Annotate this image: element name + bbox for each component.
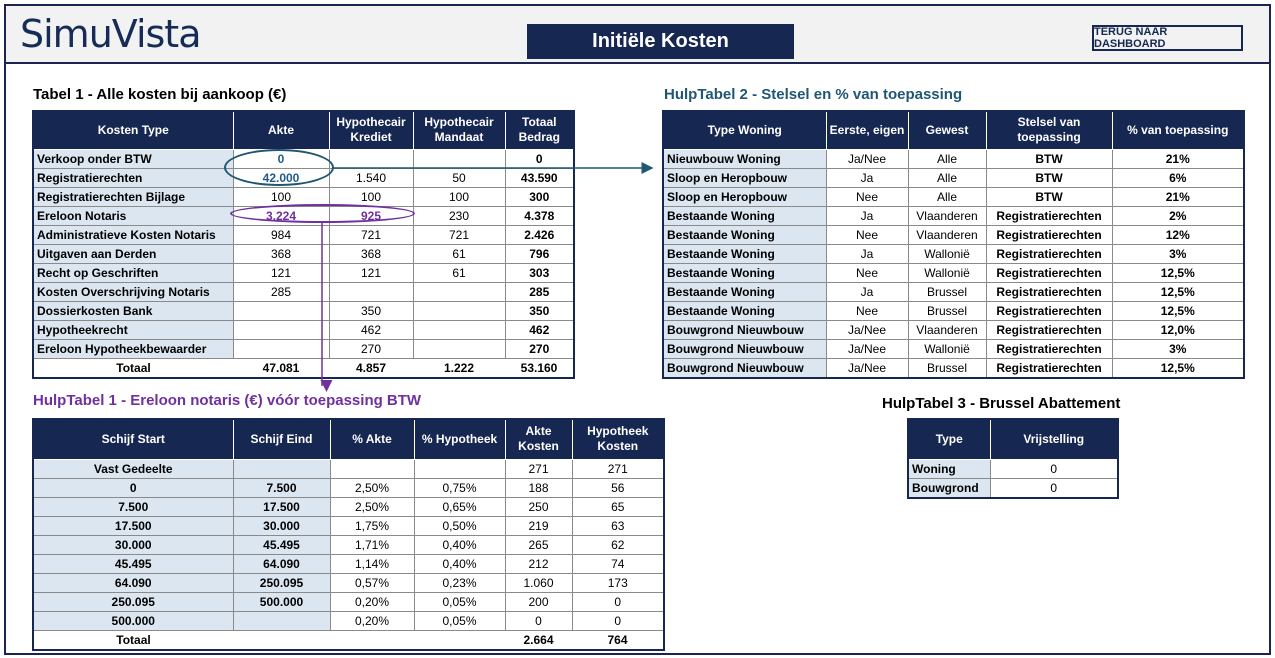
row-label: 7.500 [33, 497, 233, 516]
total-row [33, 358, 574, 378]
table-cell: Registratierechten [986, 244, 1112, 263]
table-row [663, 320, 1244, 339]
table-cell: 212 [505, 554, 572, 573]
table-cell [233, 459, 330, 478]
table-cell: 350 [505, 301, 574, 320]
row-label: Bestaande Woning [663, 301, 826, 320]
table-cell: 462 [505, 320, 574, 339]
table-cell: 0,40% [414, 535, 505, 554]
table-row [33, 535, 664, 554]
table-cell: 0,05% [414, 592, 505, 611]
hulp1-body [33, 459, 664, 650]
table-cell: Nee [826, 187, 908, 206]
row-label: Recht op Geschriften [33, 263, 233, 282]
table-row [663, 358, 1244, 378]
row-label: Bestaande Woning [663, 282, 826, 301]
table-row [663, 225, 1244, 244]
table-row [33, 206, 574, 225]
table-cell: 285 [505, 282, 574, 301]
row-label: Bouwgrond Nieuwbouw [663, 320, 826, 339]
table-cell: Wallonië [908, 263, 986, 282]
table-row [663, 301, 1244, 320]
table-cell: 6% [1112, 168, 1244, 187]
table-cell: 0 [990, 459, 1118, 478]
table-cell: 63 [572, 516, 664, 535]
row-label: Administratieve Kosten Notaris [33, 225, 233, 244]
table-cell: Registratierechten [986, 263, 1112, 282]
table-cell: Wallonië [908, 244, 986, 263]
table-cell [233, 339, 329, 358]
column-header: Type Woning [663, 111, 826, 149]
table-cell: Alle [908, 187, 986, 206]
table-cell [413, 282, 505, 301]
table-cell: 0,20% [330, 611, 414, 630]
column-header: % van toepassing [1112, 111, 1244, 149]
table-cell [414, 459, 505, 478]
total-cell [330, 630, 414, 650]
row-label: Bestaande Woning [663, 225, 826, 244]
table-cell: 12,5% [1112, 301, 1244, 320]
table-row [33, 320, 574, 339]
column-header: % Akte [330, 419, 414, 459]
table-row [663, 263, 1244, 282]
table-cell [330, 459, 414, 478]
column-header: Vrijstelling [990, 419, 1118, 459]
table-row [33, 244, 574, 263]
table-cell: 4.378 [505, 206, 574, 225]
table-cell: Registratierechten [986, 339, 1112, 358]
table-cell: 0 [572, 592, 664, 611]
table-cell: 0 [505, 611, 572, 630]
total-cell: 4.857 [329, 358, 413, 378]
table-cell: 271 [572, 459, 664, 478]
table-cell: Registratierechten [986, 225, 1112, 244]
row-label: Bouwgrond [908, 478, 990, 498]
row-label: Sloop en Heropbouw [663, 168, 826, 187]
table-row [33, 225, 574, 244]
row-label: Dossierkosten Bank [33, 301, 233, 320]
column-header: Hypothecair Mandaat [413, 111, 505, 149]
table-cell: Alle [908, 149, 986, 168]
row-label: 17.500 [33, 516, 233, 535]
column-header: Akte Kosten [505, 419, 572, 459]
table-cell: 42.000 [233, 168, 329, 187]
table-row [33, 592, 664, 611]
row-label: Ereloon Notaris [33, 206, 233, 225]
table-cell: 3.224 [233, 206, 329, 225]
total-cell [414, 630, 505, 650]
table-cell: 12,5% [1112, 282, 1244, 301]
table-cell: 62 [572, 535, 664, 554]
table-cell: Ja/Nee [826, 320, 908, 339]
table-cell: Brussel [908, 301, 986, 320]
hulp3-body [908, 459, 1118, 498]
table-row [33, 497, 664, 516]
header-bar [6, 6, 1269, 64]
table-cell: 0,23% [414, 573, 505, 592]
table-row [33, 301, 574, 320]
table-row [33, 611, 664, 630]
table-cell: 0 [233, 149, 329, 168]
table-cell: Wallonië [908, 339, 986, 358]
total-label: Totaal [33, 358, 233, 378]
table-cell: 45.495 [233, 535, 330, 554]
row-label: Verkoop onder BTW [33, 149, 233, 168]
table-cell: 21% [1112, 149, 1244, 168]
table-cell: 200 [505, 592, 572, 611]
row-label: 64.090 [33, 573, 233, 592]
table-cell: 100 [233, 187, 329, 206]
table-cell: 43.590 [505, 168, 574, 187]
column-header: % Hypotheek [414, 419, 505, 459]
row-label: Uitgaven aan Derden [33, 244, 233, 263]
table-cell: 270 [505, 339, 574, 358]
table-cell: Vlaanderen [908, 206, 986, 225]
table-cell: 1,71% [330, 535, 414, 554]
row-label: Bestaande Woning [663, 263, 826, 282]
column-header: Stelsel van toepassing [986, 111, 1112, 149]
table-cell: 12,0% [1112, 320, 1244, 339]
hulp1-notary-fee-table [32, 418, 665, 651]
table-row [663, 244, 1244, 263]
table-cell [329, 282, 413, 301]
table-cell: 265 [505, 535, 572, 554]
table-cell [233, 320, 329, 339]
table-cell: 0,57% [330, 573, 414, 592]
row-label: Registratierechten Bijlage [33, 187, 233, 206]
table-cell: 219 [505, 516, 572, 535]
table-cell: 250.095 [233, 573, 330, 592]
table-row [33, 282, 574, 301]
table-row [663, 339, 1244, 358]
table-cell [413, 149, 505, 168]
table-cell: 12% [1112, 225, 1244, 244]
table-row [33, 168, 574, 187]
table-cell: Alle [908, 168, 986, 187]
table-cell: 271 [505, 459, 572, 478]
hulp1-header-row [33, 419, 664, 459]
table-cell: 188 [505, 478, 572, 497]
back-to-dashboard-button[interactable]: TERUG NAAR DASHBOARD [1092, 25, 1243, 51]
table-cell: Registratierechten [986, 282, 1112, 301]
table-cell: 350 [329, 301, 413, 320]
table-cell: 2,50% [330, 497, 414, 516]
row-label: 250.095 [33, 592, 233, 611]
column-header: Schijf Eind [233, 419, 330, 459]
hulp2-regime-table [662, 110, 1245, 379]
table-cell [413, 339, 505, 358]
row-label: Bouwgrond Nieuwbouw [663, 339, 826, 358]
table-cell: 285 [233, 282, 329, 301]
table-row [663, 168, 1244, 187]
hulp1-title: HulpTabel 1 - Ereloon notaris (€) vóór toepassing BTW [33, 392, 422, 409]
table-cell: BTW [986, 168, 1112, 187]
table-cell: 500.000 [233, 592, 330, 611]
table-cell: Registratierechten [986, 206, 1112, 225]
column-header: Hypotheek Kosten [572, 419, 664, 459]
row-label: Woning [908, 459, 990, 478]
table-cell: Ja/Nee [826, 358, 908, 378]
table-cell: Brussel [908, 358, 986, 378]
table-cell: 12,5% [1112, 358, 1244, 378]
table-cell: Ja/Nee [826, 339, 908, 358]
table-row [663, 206, 1244, 225]
page-title: Initiële Kosten [527, 24, 794, 59]
table-cell: 925 [329, 206, 413, 225]
table-cell: Nee [826, 225, 908, 244]
table-cell: 2% [1112, 206, 1244, 225]
table-cell: Nee [826, 301, 908, 320]
total-row [33, 630, 664, 650]
row-label: 500.000 [33, 611, 233, 630]
table-cell: 7.500 [233, 478, 330, 497]
total-cell: 764 [572, 630, 664, 650]
total-cell: 2.664 [505, 630, 572, 650]
table-cell: 303 [505, 263, 574, 282]
row-label: Sloop en Heropbouw [663, 187, 826, 206]
row-label: Registratierechten [33, 168, 233, 187]
table-cell: 300 [505, 187, 574, 206]
table-row [33, 516, 664, 535]
table1-title: Tabel 1 - Alle kosten bij aankoop (€) [33, 86, 287, 103]
hulp3-brussels-abatement-table [907, 418, 1119, 499]
table-cell: 0,75% [414, 478, 505, 497]
table-cell: Registratierechten [986, 320, 1112, 339]
table-cell: 368 [329, 244, 413, 263]
column-header: Totaal Bedrag [505, 111, 574, 149]
total-cell [233, 630, 330, 650]
table-cell: 0,40% [414, 554, 505, 573]
table-cell: 2.426 [505, 225, 574, 244]
table-cell: 3% [1112, 339, 1244, 358]
column-header: Gewest [908, 111, 986, 149]
table-cell: 21% [1112, 187, 1244, 206]
table1-header-row [33, 111, 574, 149]
table-cell: Ja [826, 206, 908, 225]
table-cell [233, 611, 330, 630]
total-label: Totaal [33, 630, 233, 650]
table-row [33, 573, 664, 592]
table-cell [233, 301, 329, 320]
table-cell: 100 [413, 187, 505, 206]
table-cell: 3% [1112, 244, 1244, 263]
table-row [663, 282, 1244, 301]
table-cell: 796 [505, 244, 574, 263]
table-cell: 1,75% [330, 516, 414, 535]
row-label: Bestaande Woning [663, 206, 826, 225]
row-label: Nieuwbouw Woning [663, 149, 826, 168]
table-cell: 721 [413, 225, 505, 244]
table-cell: Vlaanderen [908, 225, 986, 244]
table-cell: Ja [826, 244, 908, 263]
column-header: Eerste, eigen [826, 111, 908, 149]
row-label: Hypotheekrecht [33, 320, 233, 339]
table-cell: 0,20% [330, 592, 414, 611]
table-cell: Ja/Nee [826, 149, 908, 168]
column-header: Akte [233, 111, 329, 149]
table-cell: 56 [572, 478, 664, 497]
table-cell [413, 320, 505, 339]
table-row [33, 339, 574, 358]
table-cell: 1.540 [329, 168, 413, 187]
table-cell: 0,50% [414, 516, 505, 535]
table-cell: BTW [986, 149, 1112, 168]
table-cell: BTW [986, 187, 1112, 206]
table-cell: Nee [826, 263, 908, 282]
table-row [33, 187, 574, 206]
table-cell: 270 [329, 339, 413, 358]
table-cell: Brussel [908, 282, 986, 301]
table-cell: Registratierechten [986, 301, 1112, 320]
hulp2-header-row [663, 111, 1244, 149]
row-label: 30.000 [33, 535, 233, 554]
table-cell: Ja [826, 168, 908, 187]
row-label: Bouwgrond Nieuwbouw [663, 358, 826, 378]
table-row [33, 149, 574, 168]
table-cell: 0,05% [414, 611, 505, 630]
table-cell: 64.090 [233, 554, 330, 573]
table1-body [33, 149, 574, 378]
row-label: 45.495 [33, 554, 233, 573]
total-cell: 47.081 [233, 358, 329, 378]
table-cell: 173 [572, 573, 664, 592]
row-label: 0 [33, 478, 233, 497]
column-header: Hypothecair Krediet [329, 111, 413, 149]
table-row [908, 459, 1118, 478]
row-label: Ereloon Hypotheekbewaarder [33, 339, 233, 358]
table1-costs [32, 110, 575, 379]
table-row [663, 149, 1244, 168]
table-cell: 61 [413, 263, 505, 282]
table-cell: 0 [572, 611, 664, 630]
table-cell: 121 [329, 263, 413, 282]
table-cell: 74 [572, 554, 664, 573]
table-cell: 17.500 [233, 497, 330, 516]
table-cell: 30.000 [233, 516, 330, 535]
table-cell: 2,50% [330, 478, 414, 497]
table-cell: Vlaanderen [908, 320, 986, 339]
table-cell: 121 [233, 263, 329, 282]
table-cell [329, 149, 413, 168]
table-cell: 0,65% [414, 497, 505, 516]
hulp2-body [663, 149, 1244, 378]
table-cell: 368 [233, 244, 329, 263]
hulp3-header-row [908, 419, 1118, 459]
table-cell: Registratierechten [986, 358, 1112, 378]
table-cell: 65 [572, 497, 664, 516]
table-cell: 12,5% [1112, 263, 1244, 282]
table-row [908, 478, 1118, 498]
table-cell: 50 [413, 168, 505, 187]
table-row [33, 478, 664, 497]
table-cell: 1,14% [330, 554, 414, 573]
table-cell: 984 [233, 225, 329, 244]
table-cell: 0 [505, 149, 574, 168]
simuvista-logo: SimuVista [20, 12, 201, 56]
row-label: Vast Gedeelte [33, 459, 233, 478]
table-cell: Ja [826, 282, 908, 301]
column-header: Type [908, 419, 990, 459]
table-row [33, 459, 664, 478]
table-cell: 100 [329, 187, 413, 206]
total-cell: 1.222 [413, 358, 505, 378]
column-header: Schijf Start [33, 419, 233, 459]
row-label: Kosten Overschrijving Notaris [33, 282, 233, 301]
table-cell: 1.060 [505, 573, 572, 592]
table-cell: 721 [329, 225, 413, 244]
table-cell: 61 [413, 244, 505, 263]
row-label: Bestaande Woning [663, 244, 826, 263]
total-cell: 53.160 [505, 358, 574, 378]
table-cell [413, 301, 505, 320]
table-cell: 230 [413, 206, 505, 225]
table-row [33, 554, 664, 573]
table-cell: 0 [990, 478, 1118, 498]
hulp2-title: HulpTabel 2 - Stelsel en % van toepassing [664, 86, 963, 103]
table-row [33, 263, 574, 282]
table-row [663, 187, 1244, 206]
hulp3-title: HulpTabel 3 - Brussel Abattement [882, 395, 1121, 412]
table-cell: 462 [329, 320, 413, 339]
table-cell: 250 [505, 497, 572, 516]
column-header: Kosten Type [33, 111, 233, 149]
